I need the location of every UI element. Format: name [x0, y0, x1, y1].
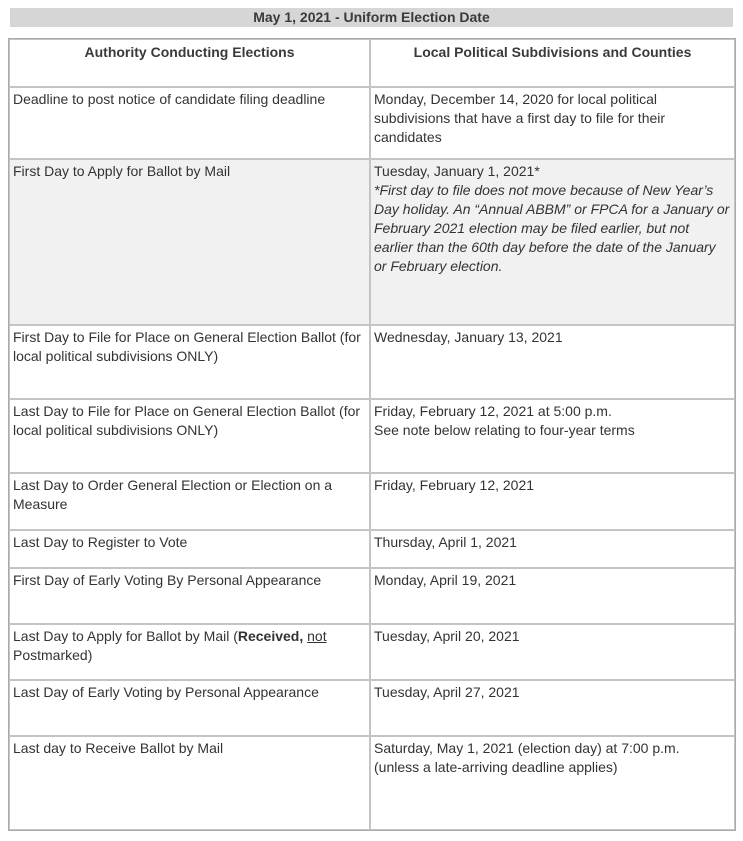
table-row	[9, 399, 735, 473]
event-cell: Last Day to Order General Election or Election on a Measure	[9, 473, 370, 530]
table-title: May 1, 2021 - Uniform Election Date	[10, 8, 733, 27]
table-row	[9, 568, 735, 624]
table-row	[9, 159, 735, 325]
holiday-note: *First day to file does not move because of New Year’s Day holiday. An “Annual ABBM” or FPCA for a January or February 2021 election may be filed earlier, but not earlier than the 60th day before the date of the January or February election.	[374, 182, 730, 274]
not-emphasis: not	[307, 628, 327, 644]
date-cell: Tuesday, April 27, 2021	[370, 680, 735, 736]
table-row	[9, 530, 735, 568]
date-cell: Tuesday, April 20, 2021	[370, 624, 735, 680]
date-cell: Friday, February 12, 2021	[370, 473, 735, 530]
event-cell: Last Day to File for Place on General Election Ballot (for local political subdivisions ONLY)	[9, 399, 370, 473]
column-header-local-subdivisions: Local Political Subdivisions and Counties	[370, 39, 735, 87]
table-row	[9, 624, 735, 680]
four-year-term-note: See note below relating to four-year terms	[374, 422, 635, 438]
event-cell: First Day of Early Voting By Personal Appearance	[9, 568, 370, 624]
table-row	[9, 473, 735, 530]
table-row	[9, 325, 735, 399]
event-cell: First Day to Apply for Ballot by Mail	[9, 159, 370, 325]
date-cell: Thursday, April 1, 2021	[370, 530, 735, 568]
date-text: Tuesday, January 1, 2021*	[374, 163, 540, 179]
date-cell	[370, 159, 735, 325]
date-cell: Monday, December 14, 2020 for local political subdivisions that have a first day to file for their candidates	[370, 87, 735, 159]
header-row	[9, 39, 735, 87]
date-cell: Saturday, May 1, 2021 (election day) at 7:00 p.m. (unless a late-arriving deadline applies)	[370, 736, 735, 830]
event-text-suffix: Postmarked)	[13, 647, 93, 663]
table-row	[9, 736, 735, 830]
event-text: Last Day to Apply for Ballot by Mail (	[13, 628, 238, 644]
event-cell: Last Day to Register to Vote	[9, 530, 370, 568]
table-row	[9, 87, 735, 159]
event-cell: Last day to Receive Ballot by Mail	[9, 736, 370, 830]
received-emphasis: Received,	[237, 628, 304, 644]
election-schedule-table	[8, 38, 736, 831]
date-text: Friday, February 12, 2021 at 5:00 p.m.	[374, 403, 612, 419]
column-header-authority: Authority Conducting Elections	[9, 39, 370, 87]
event-cell	[9, 624, 370, 680]
table-row	[9, 680, 735, 736]
date-cell	[370, 399, 735, 473]
event-cell: First Day to File for Place on General Election Ballot (for local political subdivisions ONLY)	[9, 325, 370, 399]
event-cell: Last Day of Early Voting by Personal Appearance	[9, 680, 370, 736]
date-cell: Monday, April 19, 2021	[370, 568, 735, 624]
date-cell: Wednesday, January 13, 2021	[370, 325, 735, 399]
event-cell: Deadline to post notice of candidate filing deadline	[9, 87, 370, 159]
